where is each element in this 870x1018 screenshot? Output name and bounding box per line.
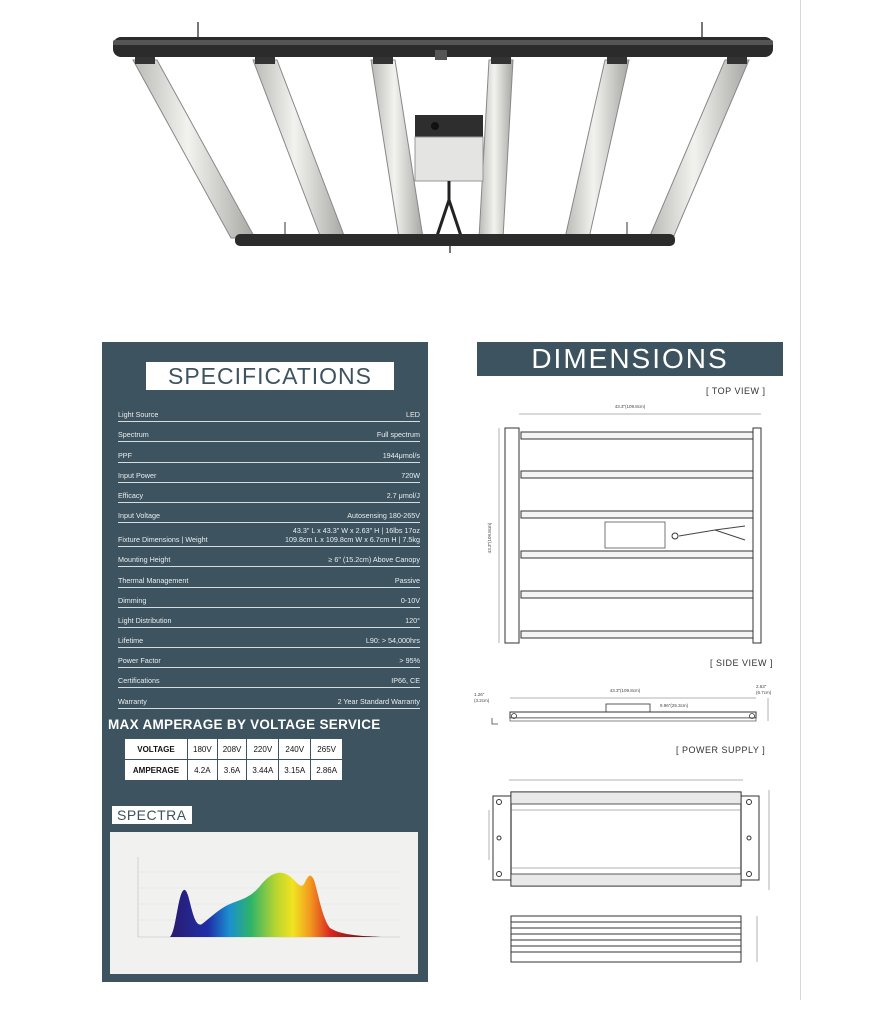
spec-row-power-factor: Power Factor > 95%: [118, 648, 420, 668]
specifications-table: [118, 402, 420, 709]
side-inner-label: 9.96"(25.3cm): [660, 703, 689, 708]
power-supply-label: [ POWER SUPPLY ]: [676, 745, 766, 755]
light-bar-6: [649, 60, 749, 238]
spectrum-curve-graphic: [110, 832, 418, 974]
voltage-cell: 220V: [247, 739, 279, 760]
side-right-height-label: 2.63": [756, 684, 767, 689]
spectra-label: SPECTRA: [112, 806, 192, 824]
amperage-header: AMPERAGE: [125, 760, 188, 781]
spec-row-thermal-management: Thermal Management Passive: [118, 567, 420, 587]
side-view-width-label: 43.3"(109.8cm): [609, 688, 641, 693]
spec-row-light-source: Light Source LED: [118, 402, 420, 422]
spec-row-certifications: Certifications IP66, CE: [118, 668, 420, 688]
amperage-cell: 3.6A: [217, 760, 247, 781]
spec-row-warranty: Warranty 2 Year Standard Warranty: [118, 688, 420, 708]
grow-light-product-image: [105, 10, 785, 260]
amperage-cell: 2.86A: [311, 760, 343, 781]
top-view-height-label: 43.3"(109.8cm): [487, 522, 492, 554]
specifications-title: SPECIFICATIONS: [146, 362, 394, 390]
voltage-cell: 208V: [217, 739, 247, 760]
spec-row-light-distribution: Light Distribution 120°: [118, 608, 420, 628]
page-edge-divider: [800, 0, 801, 1000]
voltage-row: [125, 739, 343, 760]
side-view-label: [ SIDE VIEW ]: [710, 658, 774, 668]
spec-row-spectrum: Spectrum Full spectrum: [118, 422, 420, 442]
side-left-height-cm-label: (3.2cm): [474, 698, 490, 703]
light-bar-5: [565, 60, 629, 238]
spec-row-fixture-dimensions: Fixture Dimensions | Weight 43.3" L x 43.3" W x 2.63" H | 16lbs 17oz 109.8cm L x 109.8cm W x 6.7cm H | 7.5kg: [118, 523, 420, 547]
amperage-row: [125, 760, 343, 781]
spec-row-mounting-height: Mounting Height ≥ 6" (15.2cm) Above Canopy: [118, 547, 420, 567]
amperage-cell: 3.44A: [247, 760, 279, 781]
spec-row-dimming: Dimming 0-10V: [118, 588, 420, 608]
light-bar-1: [133, 60, 255, 238]
spec-row-ppf: PPF 1944μmol/s: [118, 442, 420, 462]
amperage-cell: 4.2A: [188, 760, 218, 781]
voltage-cell: 240V: [279, 739, 311, 760]
spec-row-input-voltage: Input Voltage Autosensing 180-265V: [118, 503, 420, 523]
top-view-label: [ TOP VIEW ]: [706, 386, 766, 396]
amperage-table: [124, 738, 343, 781]
side-left-height-label: 1.26": [474, 692, 485, 697]
voltage-cell: 180V: [188, 739, 218, 760]
light-bar-2: [253, 60, 345, 238]
amperage-title: MAX AMPERAGE BY VOLTAGE SERVICE: [108, 717, 381, 732]
amperage-cell: 3.15A: [279, 760, 311, 781]
spectra-graph: [110, 832, 418, 974]
side-right-height-cm-label: (6.7cm): [756, 690, 772, 695]
light-bar-4: [479, 60, 513, 238]
voltage-cell: 265V: [311, 739, 343, 760]
spec-row-efficacy: Efficacy 2.7 μmol/J: [118, 483, 420, 503]
voltage-header: VOLTAGE: [125, 739, 188, 760]
side-view-drawing: [470, 676, 780, 736]
dimensions-title: DIMENSIONS: [477, 342, 783, 376]
spec-row-lifetime: Lifetime L90: > 54,000hrs: [118, 628, 420, 648]
specifications-panel: [102, 342, 428, 982]
power-supply-drawing: [485, 770, 775, 970]
spec-row-input-power: Input Power 720W: [118, 463, 420, 483]
top-view-width-label: 43.3"(109.8cm): [614, 404, 646, 409]
top-view-drawing: [485, 398, 775, 658]
